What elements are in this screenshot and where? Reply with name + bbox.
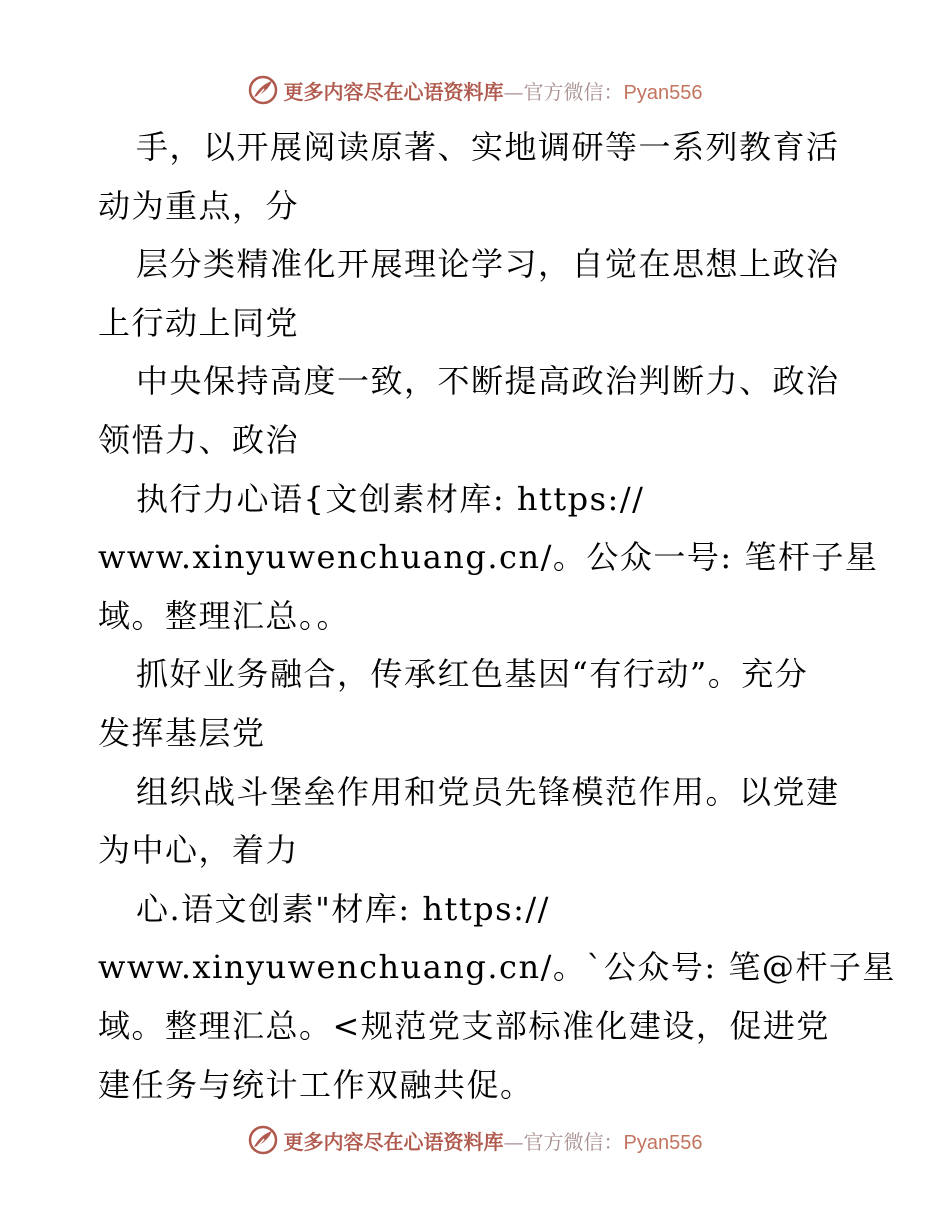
header-wechat-id: Pyan556	[623, 81, 703, 104]
text-line: www.xinyuwenchuang.cn/。`公众号: 笔@杆子星	[98, 948, 896, 987]
text-line: 中央保持高度一致，不断提高政治判断力、政治	[136, 362, 840, 401]
text-line: 发挥基层党	[98, 713, 266, 752]
text-line: 动为重点，分	[98, 186, 300, 225]
footer-text	[284, 1126, 703, 1155]
text-line: 为中心，着力	[98, 831, 300, 870]
text-line: 域。整理汇总。。	[98, 596, 351, 635]
text-line: 组织战斗堡垒作用和党员先锋模范作用。以党建	[136, 772, 840, 811]
footer-official-label: 官方微信：	[523, 1129, 624, 1154]
footer-banner	[0, 1120, 950, 1160]
footer-wechat-id: Pyan556	[623, 1131, 703, 1154]
header-text	[284, 76, 703, 105]
header-official-label: 官方微信：	[523, 79, 624, 104]
text-line: 手，以开展阅读原著、实地调研等一系列教育活	[136, 128, 840, 166]
text-line: 层分类精准化开展理论学习，自觉在思想上政治	[136, 245, 840, 284]
text-line: 心.语文创素"材库: https://	[136, 889, 550, 928]
text-line: 建任务与统计工作双融共促。	[98, 1065, 534, 1104]
header-slogan: 更多内容尽在心语资料库	[283, 79, 504, 104]
text-line: 上行动上同党	[98, 303, 300, 342]
footer-dash: —	[503, 1129, 524, 1154]
quill-logo-icon	[248, 75, 278, 105]
text-line: 领悟力、政治	[98, 420, 300, 459]
text-line: 域。整理汇总。<规范党支部标准化建设，促进党	[98, 1006, 830, 1045]
header-banner	[0, 70, 950, 110]
text-line: 执行力心语{文创素材库: https://	[136, 479, 645, 518]
footer-slogan: 更多内容尽在心语资料库	[283, 1129, 504, 1154]
text-line: 抓好业务融合，传承红色基因“有行动”。充分	[136, 655, 809, 694]
header-dash: —	[503, 79, 524, 104]
text-line: www.xinyuwenchuang.cn/。公众一号: 笔杆子星	[98, 538, 879, 577]
quill-logo-icon	[248, 1125, 278, 1155]
document-body	[98, 118, 896, 1114]
